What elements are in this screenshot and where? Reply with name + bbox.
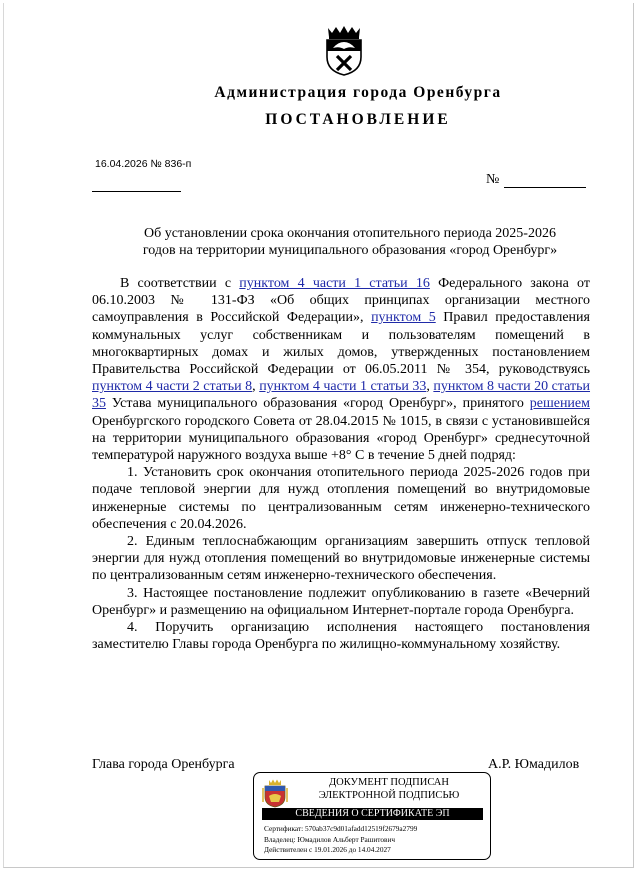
electronic-signature-stamp <box>253 772 491 860</box>
certificate-validity: Действителен с 19.01.2026 до 14.04.2027 <box>264 845 391 854</box>
preamble-text: Правил предоставления коммунальных услуг собственникам и пользователям помещений в многоквартирных домах и жилых домов, утвержденных постановлением Правительства Российской Федерации от 06.05.2011 № 354, руководствуясь <box>92 310 590 378</box>
charter-link-article-35[interactable]: пунктом 8 части 20 статьи 35 <box>92 379 591 412</box>
subject-line: годов на территории муниципального образования «город Оренбург» <box>142 243 558 258</box>
document-date-number: 16.04.2026 № 836-п <box>95 158 192 170</box>
certificate-details <box>264 824 417 856</box>
number-underline <box>504 187 586 188</box>
number-sign: № <box>486 172 500 187</box>
signer-name: А.Р. Юмадилов <box>488 757 580 772</box>
resolution-item-3: 3. Настоящее постановление подлежит опубликованию в газете «Вечерний Оренбург» и размещению на официальном Интернет-портале города Оренбурга. <box>92 585 590 618</box>
certificate-info-bar: СВЕДЕНИЯ О СЕРТИФИКАТЕ ЭП <box>262 808 483 820</box>
charter-link-article-33[interactable]: пунктом 4 части 1 статьи 33 <box>259 379 427 395</box>
certificate-owner: Владелец: Юмадилов Альберт Рашитович <box>264 834 396 844</box>
certificate-serial: Сертификат: 570ab37c9d01afadd12519f2679a2799 <box>264 824 418 833</box>
resolution-item-4: 4. Поручить организацию исполнения настоящего постановления заместителю Главы города Оренбурга по жилищно-коммунальному хозяйству. <box>92 620 590 653</box>
date-underline <box>92 191 181 192</box>
preamble-text: Оренбургского городского Совета от 28.04.2015 № 1015, в связи с установившейся на территории муниципального образования «город Оренбург» среднесуточной температурой наружного воздуха выше +8° С в течение 5 дней подряд: <box>92 413 590 464</box>
rules-link-point-5[interactable]: пунктом 5 <box>371 310 436 326</box>
council-decision-link[interactable]: решением <box>529 396 590 412</box>
organization-title: Администрация города Оренбурга <box>214 84 502 101</box>
stamp-title <box>294 777 484 802</box>
stamp-title-line: ЭЛЕКТРОННОЙ ПОДПИСЬЮ <box>318 789 460 801</box>
orenburg-coat-of-arms-icon <box>324 24 364 76</box>
preamble-text: , <box>426 379 434 395</box>
charter-link-article-8[interactable]: пунктом 4 части 2 статьи 8 <box>92 379 253 395</box>
preamble-text: В соответствии с <box>120 276 240 291</box>
document-body <box>92 275 590 653</box>
orenburg-region-emblem-icon <box>262 778 288 808</box>
resolution-item-2: 2. Единым теплоснабжающим организациям завершить отпуск тепловой энергии для нужд отопления помещений во внутридомовые инженерные системы по централизованным сетям инженерно-технического обеспечения. <box>92 534 590 584</box>
subject-line: Об установлении срока окончания отопительного периода 2025-2026 <box>144 226 556 241</box>
document-type-title: ПОСТАНОВЛЕНИЕ <box>265 111 451 128</box>
signer-position: Глава города Оренбурга <box>92 757 235 772</box>
preamble-text: Федерального закона от 06.10.2003 № 131-ФЗ «Об общих принципах организации местного самоуправления в Российской Федерации», <box>92 276 590 326</box>
document-subject <box>110 225 590 259</box>
preamble-paragraph <box>92 275 590 464</box>
resolution-item-1: 1. Установить срок окончания отопительного периода 2025-2026 годов при подаче тепловой энергии для нужд отопления помещений во внутридомовые инженерные системы по централизованным сетям инженерно-технического обеспечения с 20.04.2026. <box>92 465 590 532</box>
stamp-title-line: ДОКУМЕНТ ПОДПИСАН <box>329 777 449 788</box>
preamble-text: Устава муниципального образования «город Оренбург», принятого <box>106 396 530 412</box>
preamble-text: , <box>252 379 260 395</box>
law-link-article-16[interactable]: пунктом 4 части 1 статьи 16 <box>239 276 430 291</box>
